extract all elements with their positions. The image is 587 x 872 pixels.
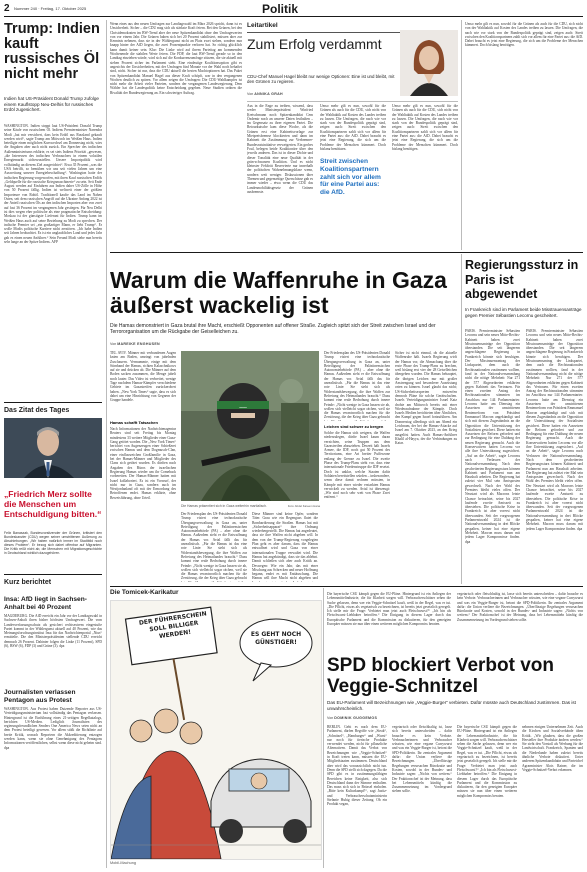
- byline-prefix: Von: [110, 342, 117, 346]
- spd-headline: SPD blockiert Verbot von Veggie-Schnitzel: [327, 655, 554, 697]
- pull-quote: Streit zwischen Koalitionspartnern zahlt sich vor allem für eine Partei aus: die AfD.: [320, 158, 381, 197]
- leitartikel-lead: CDU-Chef Manuel Hagel bleibt nur wenige Optionen: Eine ist und bleibt, mit den Grünen zu regieren.: [247, 74, 395, 85]
- column-divider: [461, 254, 462, 584]
- trump-lead: Indien hat US-Präsident Donald Trump zufolge einem Kauflstopp Neu-Delhis für russisches Erdöl zugesichert.: [4, 96, 99, 113]
- divider: [4, 574, 102, 575]
- wahl-col4: Umso mehr gilt es nun, sowohl für die Grünen als auch für die CDU, sich nicht von der Wahltaktik auf Kosten des Landes treiben zu lassen. Die Umfragen, die nach wie vor stark von der Bundespolitik geprägt sind, zeigen auch: Streit zwischen den Koalitionspartnern zahlt sich vor allem für eine Partei aus: die AfD. Dabei braucht es jetzt eine Regierung, die sich um die Probleme der Menschen kümmert. Doch bislang benötigen.: [392, 104, 458, 151]
- paris-body: PARIS. Premierminister Sébastien Lecornu und sein neues Mitte-Rechts-Kabinett haben zwei Misstrauensanträge der Opposition überstanden. Die seit längerem angeschlagene Regierung in Frankreich könnte sich beruhigen. Der Misstrauensantrag der Linkspartei, dem auch die Rechtsnationalen zustimmen wollten, fand in der Nationalversammlung nicht die nötige Mehrheit: Nur 271 der 577 Abgeordneten erklärten gegen Kabinett das Vertrauen. Für einen zweiten Antrag der Rechtsnationalen stimmten im Anschluss nur 144 Parlamentarier. Lecornu hatte am Dienstag ein Aussetzen der umstrittenen Rentenreform von Präsident Emmanuel Macron angekündigt und sich mit diesem Zugeständnis an die Opposition die Unterstützung der Sozialisten gesichert. Diese hatten ein Aussetzen der Reform gefordert und zur Bedingung für eine Duldung der neuen Regierung gemacht. Auch die Konservativen hatten Lecornu vor alle ihre Unterstützung zugesichert. „Auf an die Arbeit“, sagte Lecornu nach Verlassen der Nationalversammlung. Nach dem gescheiterten Regierungssturz können Kabinett und Parlament nun am Haushalt arbeiten. Die Regierung hat zuletzt vier Mal sein Amtsposten gewechselt. Nach der Wahl des Premiers bleibt vieles offen. Der Neustart wird als Macrons letzte Chance betrachtet, seine bis 2027 laufende zweite Amtszeit zu überstehen. Die politische Krise in Frankreich ist aber vorerst nicht überwunden. Seit der vorgezogenen Parlamentswahl 2024 ist die Nationalversammlung in drei Blöcke gespalten, keiner hat eine eigene Mehrheit. Macron muss darum mit jedem Lager Kompromisse finden. dpa: [465, 329, 520, 544]
- kurz-item1-head: Insa: AfD liegt in Sachsen-Anhalt bei 40 Prozent: [4, 596, 87, 611]
- paris-headline: Regierungssturz in Paris ist abgewendet: [465, 258, 579, 301]
- paris-body-col2: PARIS. Premierminister Sébastien Lecornu und sein neues Mitte-Rechts-Kabinett haben zwei Misstrauensanträge der Opposition überstanden. Die seit längerem angeschlagene Regierung in Frankreich könnte sich beruhigen. Der Misstrauensantrag der Linkspartei, dem auch die Rechtsnationalen zustimmen wollten, fand in der Nationalversammlung nicht die nötige Mehrheit: Nur 271 der 577 Abgeordneten erklärten gegen Kabinett das Vertrauen. Für einen zweiten Antrag der Rechtsnationalen stimmten im Anschluss nur 144 Parlamentarier. Lecornu hatte am Dienstag ein Aussetzen der umstrittenen Rentenreform von Präsident Emmanuel Macron angekündigt und sich mit diesem Zugeständnis an die Opposition die Unterstützung der Sozialisten gesichert. Diese hatten ein Aussetzen der Reform gefordert und zur Bedingung für eine Duldung der neuen Regierung gemacht. Auch die Konservativen hatten Lecornu vor alle ihre Unterstützung zugesichert. „Auf an die Arbeit“, sagte Lecornu nach Verlassen der Nationalversammlung. Nach dem gescheiterten Regierungssturz können Kabinett und Parlament nun am Haushalt arbeiten. Die Regierung hat zuletzt vier Mal sein Amtsposten gewechselt. Nach der Wahl des Premiers bleibt vieles offen. Der Neustart wird als Macrons letzte Chance betrachtet, seine bis 2027 laufende zweite Amtszeit zu überstehen. Die politische Krise in Frankreich ist aber vorerst nicht überwunden. Seit der vorgezogenen Parlamentswahl 2024 ist die Nationalversammlung in drei Blöcke gespalten, keiner hat eine eigene Mehrheit. Macron muss darum mit jedem Lager Kompromisse finden. dpa: [526, 329, 583, 531]
- hamas-photo: [181, 351, 319, 501]
- gaza-headline: Warum die Waffenruhe in Gaza äußerst wackelig ist: [110, 267, 447, 318]
- svg-text:ـــــ: ـــــ: [239, 404, 247, 410]
- gaza-subhead1: Hamas schafft Tatsachen: [110, 420, 158, 425]
- spd-col2: vegetarisch oder fleischhaltig ist, lasse sich bereits unterscheiden – dafür brauche es kein Verbote. Verbraucherinnen und Verbraucher wüssten, wie eine vegane Currywurst und was ein Veggie-Burger ist, betont die SPD-Politikerin. Ihr zentrales Argument dafür: die Union verliere die Bezeichnungen. „Überflüssige Regelungen verursachen Bürokratie und Kosten, sowohl in der Bundes- und Industrie sagen: „Nichts von weitem.“ Der Fraktionschef ist der Meinung, dass bei Lebensmitteln künftig die Zusammensetzung im Vordergrund stehen sollte.: [392, 725, 452, 794]
- right-top-text: Umso mehr gilt es nun, sowohl für die Grünen als auch für die CDU, sich nicht von der Wahltaktik auf Kosten des Landes treiben zu lassen. Die Umfragen, die nach wie vor stark von der Bundespolitik geprägt sind, zeigen auch: Streit zwischen den Koalitionspartnern zahlt sich vor allem für eine Partei aus: die AfD. Dabei braucht es jetzt eine Regierung, die sich um die Probleme der Menschen kümmert. Doch bislang benötigen.: [465, 22, 583, 48]
- gaza-col4b: Solche die Hamas sich weigern, die Waffen niederzulegen, dürfte Israel kaum daran verzichten, seine Truppen aus dem Gazastreifen abzuziehen. Derzeit hält Israels Armee, die IDF, noch gut 50 Prozent des Territoriums, eine Art breiter Pufferzone entlang der Grenze zu Israel. Die zweite Phase des Trump-Plans sieht vor, dass eine internationale Friedenstruppe die IDF ersetzt. Doch ist unklar, welche Staaten dafür Soldaten bereitstellen würden – insbesondere, wenn diese damit rechnen müssten, in Kämpfe mit einer wieder erstarkten Hamas verwickelt zu werden. Avial ist überzeugt: „Wir sind noch sehr weit von Phase Zwei entfernt.“: [324, 431, 390, 500]
- gaza-col3-cont: Diese Männer sind keine Opfer, sondern Täter. Grau wie ein Regenguss flutet die Bombardierung die Straßen. Hamas hat mit „Sicherheitsapparat“ ihre Ordnung wiederhergestellt. Die Hamas hat angedeutet, dass sie ihre Waffen nicht abgeben will. In dem von der Trump-Regierung vorgelegten Plan geht es aber darum, dass die Hamas entwaffnet wird und Gaza von einer internationalen Truppe verwaltet wird. Die Hamas hat angekündigt, dass sie das ablehnt. Damit schließen sich aber auch Kritik an. Deswegen: Wie ein Jahr, das mit einer Mischung aus Schrecken und neuer Hoffnung begann, endet es mit Enttäuschung. Die Hamas will ihre Macht nicht abgeben und: [252, 512, 318, 581]
- gaza-lead: Die Hamas demonstriert in Gaza brutal ihre Macht, erschießt Opponenten auf offener Straße. Zugleich spitzt sich der Streit zwischen Israel und der Terrororganisation um die Rückgabe der Geiselleichen zu.: [110, 323, 436, 335]
- gaza-subhead2: Leichen sind schwer zu bergen: [324, 424, 384, 429]
- gaza-col5: Sicher ist nicht einmal, ob die aktuelle Waffenruhe hält. Israels Regierung wirft der Hamas vor, die Abmachung über die erste Phase des Trump-Plans zu brechen, weil bislang erst vier der 28 Geiselleichen übergeben wurden. Die Hamas behauptet, die übrigen Leichen nur mit großer Anstrengung und besonderer Ausrüstung orten zu können. Israel glaubt das nicht; US-Sicherheitsexperten entwerfen dennoch Pläne für solche Gerätschaften. Israels Verteidigungsminister Israel Katz drohte am Mittwoch bereits mit einer Wiederaufnahme der Kämpfe. Doch Israels Medien berichteten über Ähnliches, den Kampf gegen Israel fortzuführen. Am Donnerstag allerdings sich am Abend ein Leichnam, der bei der Hamas-Attacke auf Israel am 7. Oktober 2023, an den Krieg ausgelöst hatten. Auch Hamas-Anführer Khalil al-Hayya, der die Verbindungen zu Katar.: [395, 351, 457, 446]
- byline-prefix: Von: [327, 716, 334, 720]
- spd-col1: BERLIN. Geht es nach dem EU-Parlament, dürfen Begriffe wie „Steak“, „Schnitzel“, „Hamburger“ und „Wurst“ nur noch für tierische Produkte verwendet werden, nicht für pflanzliche Alternativen. Damit das Verbot von Bezeichnungen wie „Veggie-Schnitzel“ in Kraft treten kann, müssen die EU-Mitgliedstaaten zustimmen. Deutschland aber wird das voraussichtlich nicht tun. Denn die SPD stellt sich dagegen. Da die SPD gibt es in zustimmungsfähigen Bereichen keine Einigkeit, also sich Deutschland dann der Stimme enthalten. Das muss sich sich in Brüssel einholen. „Bitte kein Kulturkampf!“, sagt Justiz- und Verbraucherschutzministerin Stefanie Hubig dieser Zeitung. Ob ein Produkt vegan,: [327, 725, 387, 807]
- kurz-item2-head: Journalisten verlassen Pentagon aus Protest: [4, 689, 76, 704]
- spd-col3: Die bayerische CSU kämpft gegen die EU-Pläne. Hintergrund ist ein Anliegen der Lebensmittelindustrie, die für Klarheit sorgen will. Verbraucherschützer sehen die Sache gelassen, denn wer ein Veggie-Schnitzel kauft, weiß in der Regel, was er tut. „Die Pflicht, etwas als vegetarisch zu bezeichnen, ist bereits jetzt gesetzlich geregelt. Ich stelle mir die Frage: Verbietet man jetzt auch Fleischwurst?“ „Ich bin als Fleischwurst-Liebhaber betroffen.“ Die Einigung in diesem Lager durch das Europäische Parlament und die Kommission zu diskutieren, für den geneigten Europäer müssen sie nun über einen weiteren möglichen Kompromiss beraten.: [457, 725, 517, 798]
- page-number: 2: [4, 3, 10, 14]
- paris-lead: In Frankreich sind im Parlament beide Misstrauensanträge gegen Premier Sébastien Lecornu gescheitert.: [465, 307, 582, 318]
- author-photo: [400, 30, 458, 96]
- photo-caption: Die Hamas präsentiert sich in Gaza weiterhin martialisch.: [181, 504, 267, 508]
- trump-body: WASHINGTON. Indien stoppt laut US-Präsident Donald Trump seine Käufe von russischem Öl. Indiens Premierminister Narendra Modi „hat mir versichert, dass kein Erdöl aus Russland gekauft werden wird“, sagte Trump am Mittwoch im Weißen Haus. Indien beteiligte einen möglichen Kurswechsel am Donnerstag nicht, wies die Angaben aber auch nicht zurück. Ein Sprecher des indischen Außenministeriums erklärte, es sei stets Indiens Priorität „gewesen, „die Interessen des indischen Verbrauchers in einem volatilen Energiemarkt sicherzustellen. Unsere Importpolitik wird vollständig an diesem Ziel ausgerichtet“. Etwa 35 Prozent „was die USA betrifft, so bemühen wir uns seit vielen Jahren um eine Ausweitung unserer Energiebeschaffung“. Washington hatte der indischen Regierung vorgeworfen, mit ihren Kauf russischen Erdöls „Geldquelle für die russische Kriegsmaschinerie“ zu sein. Seit Ende August werden auf Einfuhren aus Indien daher US-Zölle in Höhe von 50 Prozent fällig. Indien ist weltweit einer der größten Importeure von Rohöl. Traditionell kaufte das Land im Nahen Osten, seit dem russischen Angriff auf die Ukraine Anfang 2022 ist der Anteil russischen Öls an den indischen Importen aber von zwei auf fast 36 Prozent im vergangenen Jahr gestiegen. Für Neu Delhi ist dies wegen eher politische als eine pragmatische Entscheidung: Moskau ist der günstigste Lieferant für Indien. Trump kann im Weißen Haus auch auf seine Beziehung zu Modi zu sprechen. Der indische Premier sei „ein großartiger Mann, er liebt Trump“. Er wolle Modis politische Karriere nicht zerstören. „Ich habe Indien seit Jahren beobachtet. Es ist ein unglaubliches Land und jedes Jahr gab es einen neuen Anführer.“ Sein Freund Modi stehe nun bereits sehr lange an der Spitze Indiens. AFP: [4, 124, 102, 245]
- merz-photo: [4, 418, 102, 478]
- gaza-col1b: Nach Informationen der Nachrichtenagentur Reuters sind seit Freitag bis Montag mindestens 33 weitere Mitglieder einer Gaza-Gang getötet worden. Die „New York Times“ berichtet von Augenzeugen einer Schießerei zwischen Hamas und dem Dogmusch-Clan, einer einflussreichen Großfamilie in Gaza, bei der Hamas-Männer und Mitglieder des Clans sich getötet wurden. Es dürften nach Angaben des Büros der israelischen Regierung Hamas wieder um ihr Comeback vorbereiten. Der Hamas-Männer hatten mit Israel kollaboriert. Es ist ein Vorwurf, der nicht nur in Gaza, sondern auch im Westjordanland oft mit der Ermordung des Betroffenen endet. Hamas erklärte, ohne Beweisführung, ohne Urteil.: [110, 427, 176, 500]
- quote-attribution: Felix Banaszak, Bundesvorsitzender der Grünen, kritisiert den Bundeskanzler (CDU) wegen seiner umstrittenen Äußerung zu Abschiebungen. „Wir haben natürlich immer im Stadtbild noch dieses Problem“. Er bezog sich dabei offenbar auf Migranten. Die Kritik reißt nicht ab, die Menschen mit Migrationsgeschichte in Deutschland wirklich dazugehören.: [4, 531, 102, 555]
- section-title: Politik: [262, 2, 299, 16]
- quote-label: Das Zitat des Tages: [4, 407, 70, 414]
- column-divider: [461, 20, 462, 250]
- gaza-col4a: Der Friedensplan des US-Präsidenten Donald Trump visiert eine technokratische Übergangsverwaltung in Gaza an, unter Beteiligung der Palästinensischen Autonomiebehörde (PA) – aber ohne die Hamas. Außerdem sieht er die Entwaffnung der Hamas vor. Avial fällt das für unrealistisch. „Für die Hamas ist das eine rote Linie: Sie sieht sich als Widerstandsbewegung, die ihre Waffen zur Befreiung des Heimatlandes braucht.“ Dazu kommt eine reale Bedrohung durch innere Feinde: „Nicht wenige in Gaza hassen sie ab, wollen sich vielleicht sogar rächen, weil sie die Hamas verantwortlich machen für die Zerstörung, die der Krieg über Gaza gebracht: [324, 351, 390, 420]
- byline-name: MAREIKE ENGHUSEN: [117, 342, 160, 346]
- issue-info: Nummer 240 · Freitag, 17. Oktober 2025: [14, 6, 87, 11]
- leitartikel-label: Leitartikel: [247, 22, 278, 29]
- divider: [247, 101, 458, 102]
- photo-credit: Foto: Abdel Kareem Hana: [287, 504, 320, 508]
- kurz-label: Kurz berichtet: [4, 579, 52, 586]
- kurz-item1-body: MAGDEBURG. Die AfD erreicht ein Jahr vor der Landtagswahl in Sachsen-Anhalt ihren bisher höchsten Umfragewert. Die vom Landesverfassungsschutz als gesichert rechtsextrem eingestufte Partei kommt in der Wählergunst aktuell auf 40 Prozent, wie das Meinungsforschungsinstitut Insa für das Nachrichtenportal „Nius“ ermittelte. Die den Ministerpräsidenten stellende CDU erreicht demnach 26 Prozent. Dahinter folgen die Linke (11 Prozent), SPD (6), BSW (6), FDP (3) und Grüne (3). dpa: [4, 614, 102, 649]
- spd-upper-text2: vegetarisch oder fleischhaltig ist, lasse sich bereits unterscheiden – dafür brauche es kein Verbote. Verbraucherinnen und Verbraucher wüssten, wie eine vegane Currywurst und was ein Veggie-Burger ist, betont die SPD-Politikerin. Ihr zentrales Argument dafür: die Union verliere die Bezeichnungen. „Überflüssige Regelungen verursachen Bürokratie und Kosten, sowohl in der Bundes- und Industrie sagen: „Nichts von weitem.“ Der Fraktionschef ist der Meinung, dass bei Lebensmitteln künftig die Zusammensetzung im Vordergrund stehen sollte.: [457, 592, 583, 622]
- wahl-col2: Aus in die Enge zu treiben, wissend, dass weder Ministerpräsident Winfried Kretschmann noch Spitzenkandidat Cem Özdemir noch an unserer Daten festhalten – im Gegensatz zu ihrer eigenen Partei. Die Retourkutsche kam diese Woche, als die Grünen erst eine Kabinettsvorlage zur Mietpreisbremse blockierten und dann im Kabinett die Zustimmung zur Verbrenner-Bundesratsinitiative verweigerten. Ein grobes Foul, belegen beide Koalitionäre über den jeweils anderen. Das ist in dieser Dichte und dieser Tonalität eine neue Qualität in der grün-schwarzen Koalition. Und es nicht kleinster Fehltritt Reservierte nur innerhalb der politischen Wahrnehmungsblase wenn, sondern weit weniger. Diskussionen über Themen und gegenseitige Querschüsse gab es immer wieder – etwa wenn die CDU das Landesmobilitätsgesetz der Grünen ausbremste.: [247, 104, 313, 194]
- trump-headline: Trump: Indien kauft russisches Öl nicht mehr: [4, 21, 100, 82]
- cartoon-label: Die Tomicek-Karikatur: [110, 589, 179, 596]
- gaza-byline: [110, 342, 160, 346]
- spd-upper-text: Die bayerische CSU kämpft gegen die EU-Pläne. Hintergrund ist ein Anliegen der Lebensmittelindustrie, die für Klarheit sorgen will. Verbraucherschützer sehen die Sache gelassen, denn wer ein Veggie-Schnitzel kauft, weiß in der Regel, was er tut. „Die Pflicht, etwas als vegetarisch zu bezeichnen, ist bereits jetzt gesetzlich geregelt. Ich stelle mir die Frage: Verbietet man jetzt auch Fleischwurst?“ „Ich bin als Fleischwurst-Liebhaber betroffen.“ Die Einigung in diesem Lager durch das Europäische Parlament und die Kommission zu diskutieren, für den geneigten Europäer müssen sie nun über einen weiteren möglichen Kompromiss beraten.: [327, 592, 451, 627]
- column-divider: [106, 20, 107, 868]
- cartoon-credit: Mobil-Machung: [110, 861, 136, 865]
- spd-lead: Das EU-Parlament will Bezeichnungen wie „Veggie-Burger“ verbieten. Dafür müsste auch Deutschland zustimmen. Das ist unwahrscheinlich.: [327, 700, 576, 711]
- kurz-item2-body: WASHINGTON. Aus Protest haben Dutzende Reporter aus US-Verteidigungsministerium fast vollständig das Pentagon verlassen. Hintergrund ist die Einführung eines 21-seitigen Regelkatalogs, berichten US-Medien. Lediglich Journalisten des regierungsfreundlichen Senders One America News seien nicht an dem Protest beteiligt gewesen. Vor allem stößt die Richtlinie auf breite Kritik, wonach Reportern die Akkreditierung entzogen werden kann, wenn sie ohne Genehmigung des Pentagons Informationen veröffentlichen, selbst wenn diese nicht geheim sind. dpa: [4, 707, 102, 750]
- section-rule: [110, 586, 583, 587]
- tomicek-cartoon: [110, 600, 322, 860]
- quote-text: „Friedrich Merz sollte die Menschen um Entschuldigung bitten.“: [4, 489, 102, 519]
- byline-name: DOMINIK GUGGEMOS: [334, 716, 378, 720]
- leitartikel-title: Zum Erfolg verdammt: [247, 36, 382, 52]
- spd-col4: nehmen einigen Unternehmen Zeit. Auch die Kirchen und Sozialverbände üben Kritik. „Wir glauben, dass die großen Hersteller ihre Produkte ändern werden.“ Sie sieht den Vorstoß als Werbung für die Landwirtschaft. Frankreich, Spanien und die Niederlande haben zuletzt bereits ähnliche Verbote diskutiert. Unter anderem Spitzenkandidatin und Parteichef Agrarminister Alois Rainer, die im Veggie-Schnitzel-Verbot erkennen.: [522, 725, 583, 772]
- divider: [4, 402, 102, 403]
- column-divider: [323, 588, 324, 868]
- spd-byline: [327, 716, 377, 720]
- gaza-col3: Der Friedensplan des US-Präsidenten Donald Trump visiert eine technokratische Übergangsverwaltung in Gaza an, unter Beteiligung der Palästinensischen Autonomiebehörde (PA) – aber ohne die Hamas. Außerdem sieht er die Entwaffnung der Hamas vor. Avial fällt das für unrealistisch. „Für die Hamas ist das eine rote Linie: Sie sieht sich als Widerstandsbewegung, die ihre Waffen zur Befreiung des Heimatlandes braucht.“ Dazu kommt eine reale Bedrohung durch innere Feinde: „Nicht wenige in Gaza hassen sie ab, wollen sich vielleicht sogar rächen, weil sie die Hamas verantwortlich machen für die Zerstörung, die der Krieg über Gaza gebracht: [181, 512, 247, 581]
- header-rule: [4, 16, 583, 17]
- byline-name: ANNIKA GRAH: [254, 92, 283, 96]
- leitartikel-byline: [247, 92, 283, 96]
- byline-prefix: Von: [247, 92, 254, 96]
- gaza-col1: TEL AVIV. Männer mit verbundenen Augen knien am Boden, umringt von jubelnden Zuschauern. Vermummte, einige mit dem Stirnband der Hamas, richten Kalaschnikows auf sie und drücken ab. Die Männer auf dem Boden sacken zusammen, die Menge jubelt noch lauter. Das Video ist verbreitet, wenige Tage nachdem Hamas-Kämpfer verschiedene Gebiete im Gazastreifen zurückerobert haben. „New York Times“ sagte, dass es sich dabei um eine Hinrichtung von Gegnern der Gruppe handele.: [110, 351, 176, 403]
- wahl-col1: Wenn eines aus den neuen Umfragen zur Landtagswahl im März 2026 spricht, dann ist es Unsicherheit. Sicher – die CDU mag sich als stärkste Kraft feiern. Bei den Grünen, bei den Christdemokraten im BW-Trend aber der neue Spitzenkandidat ohne den Umfragewerten von vor einem Jahr. Die Grünen haben sich bei 20 Prozent stabilisiert, müssen aber zur Kenntnis nehmen, dass sie in der Wählergunst nicht an Platz zwei stehen, sondern nun knapp hinter der AfD liegen, die zwei Prozentpunkte verloren hat. So richtig glücklich kann damit keiner sein. Klar: Die Linke wird auf ihrem Parteitag am kommenden Wochenende die stabilen Werte feiern. Die FDP, die laut BW-Trend gerade so in den Landtag einziehen würde, wird sich auf die Konkurrenzumfrage stürzen, die sie aktuell mit sieben Prozent sicher im Parlament sieht. Eine eindeutige Koalitionsoption gibt es angesichts der Unsicherheiten, mit der Umfragen fünf Monate vor der Wahl noch behaftet sind, nicht. Sicher ist nur, dass die CDU aktuell die besten Machtoptionen hat. Das Paket von Spitzenkandidat Manuel Hagel aus dieser Kraft schöpft, war in den vergangenen Wochen deutlich zu spüren. Vor allem zeigen die Umfragen: Die CDU-Wahlkampfes ist nicht mehr die Arbeit vieler Parteien, sondern der vergangenen Landesregierung. Dem Wähler hat die Landespolitik keine Entscheidung gegeben. Neue Studien ordnen die Rivalität der Bundesregierung an. Ein schwieriger Auftrag.: [110, 22, 242, 95]
- cartoon-bubble-text: ES GEHT NOCH GÜNSTIGER!: [250, 631, 302, 646]
- wahl-col3: Umso mehr gilt es nun, sowohl für die Grünen als auch für die CDU, sich nicht von der Wahltaktik auf Kosten des Landes treiben zu lassen. Die Umfragen, die nach wie vor stark von der Bundespolitik geprägt sind, zeigen auch: Streit zwischen den Koalitionspartnern zahlt sich vor allem für eine Partei aus: die AfD. Dabei braucht es jetzt eine Regierung, die sich um die Probleme der Menschen kümmert. Doch bislang benötigen.: [320, 104, 386, 150]
- section-rule: [110, 252, 583, 253]
- cartoon-sign-text: DER FÜHRERSCHEIN SOLL BILLIGER WERDEN!: [138, 610, 208, 641]
